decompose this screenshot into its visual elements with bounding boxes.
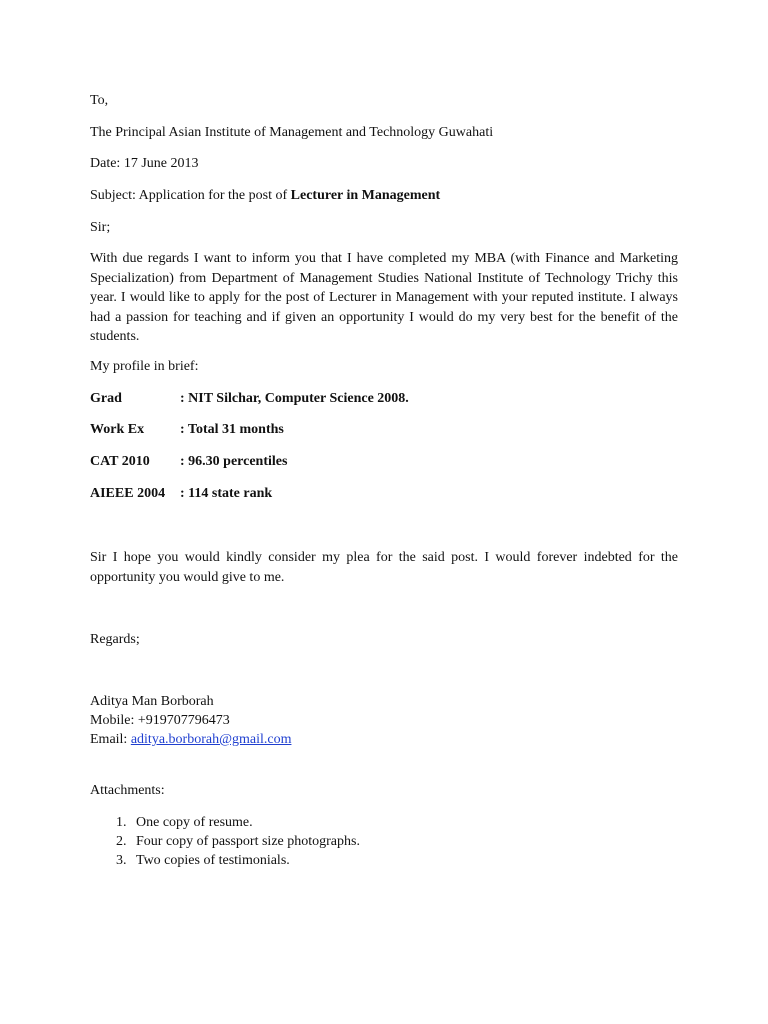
list-text: Two copies of testimonials. <box>136 853 290 868</box>
attachments-label: Attachments: <box>90 783 165 798</box>
regards: Regards; <box>90 632 140 647</box>
profile-row <box>90 453 287 471</box>
greeting: Sir; <box>90 220 111 235</box>
profile-row <box>90 390 409 408</box>
profile-value: : Total 31 months <box>180 422 284 437</box>
list-item <box>116 833 360 851</box>
list-text: One copy of resume. <box>136 815 253 830</box>
sender-name: Aditya Man Borborah <box>90 694 214 709</box>
profile-intro: My profile in brief: <box>90 359 199 374</box>
profile-row <box>90 485 272 503</box>
recipient-line: The Principal Asian Institute of Management and Technology Guwahati <box>90 125 494 140</box>
list-number: 2. <box>116 834 127 849</box>
subject-prefix: Subject: Application for the post of <box>90 188 291 203</box>
salutation-to: To, <box>90 93 109 108</box>
email-label: Email: <box>90 732 131 747</box>
date-line: Date: 17 June 2013 <box>90 156 199 171</box>
email-link[interactable]: aditya.borborah@gmail.com <box>130 732 292 747</box>
profile-value: : 96.30 percentiles <box>180 454 288 469</box>
closing-paragraph: Sir I hope you would kindly consider my plea for the said post. I would forever indebted for the opportunity you would give to me. <box>90 550 678 585</box>
sender-mobile: Mobile: +919707796473 <box>90 713 230 728</box>
list-number: 3. <box>116 853 127 868</box>
list-text: Four copy of passport size photographs. <box>136 834 360 849</box>
list-item <box>116 852 290 870</box>
profile-key: Grad <box>90 391 122 406</box>
profile-key: CAT 2010 <box>90 454 150 469</box>
list-number: 1. <box>116 815 127 830</box>
profile-value: : 114 state rank <box>180 486 273 501</box>
list-item <box>116 814 253 832</box>
subject-position: Lecturer in Management <box>290 188 441 203</box>
body-paragraph: With due regards I want to inform you that I have completed my MBA (with Finance and Marketing Specialization) from Department of Management Studies National Institute of Technology Trichy this year. I would like to apply for the post of Lecturer in Management with your reputed institute. I always had a passion for teaching and if given an opportunity I would do my very best for the benefit of the students. <box>90 251 678 344</box>
subject-line <box>90 187 440 205</box>
profile-key: Work Ex <box>90 422 145 437</box>
profile-row <box>90 421 284 439</box>
profile-key: AIEEE 2004 <box>90 486 166 501</box>
profile-value: : NIT Silchar, Computer Science 2008. <box>180 391 409 406</box>
sender-email-line <box>90 731 291 749</box>
